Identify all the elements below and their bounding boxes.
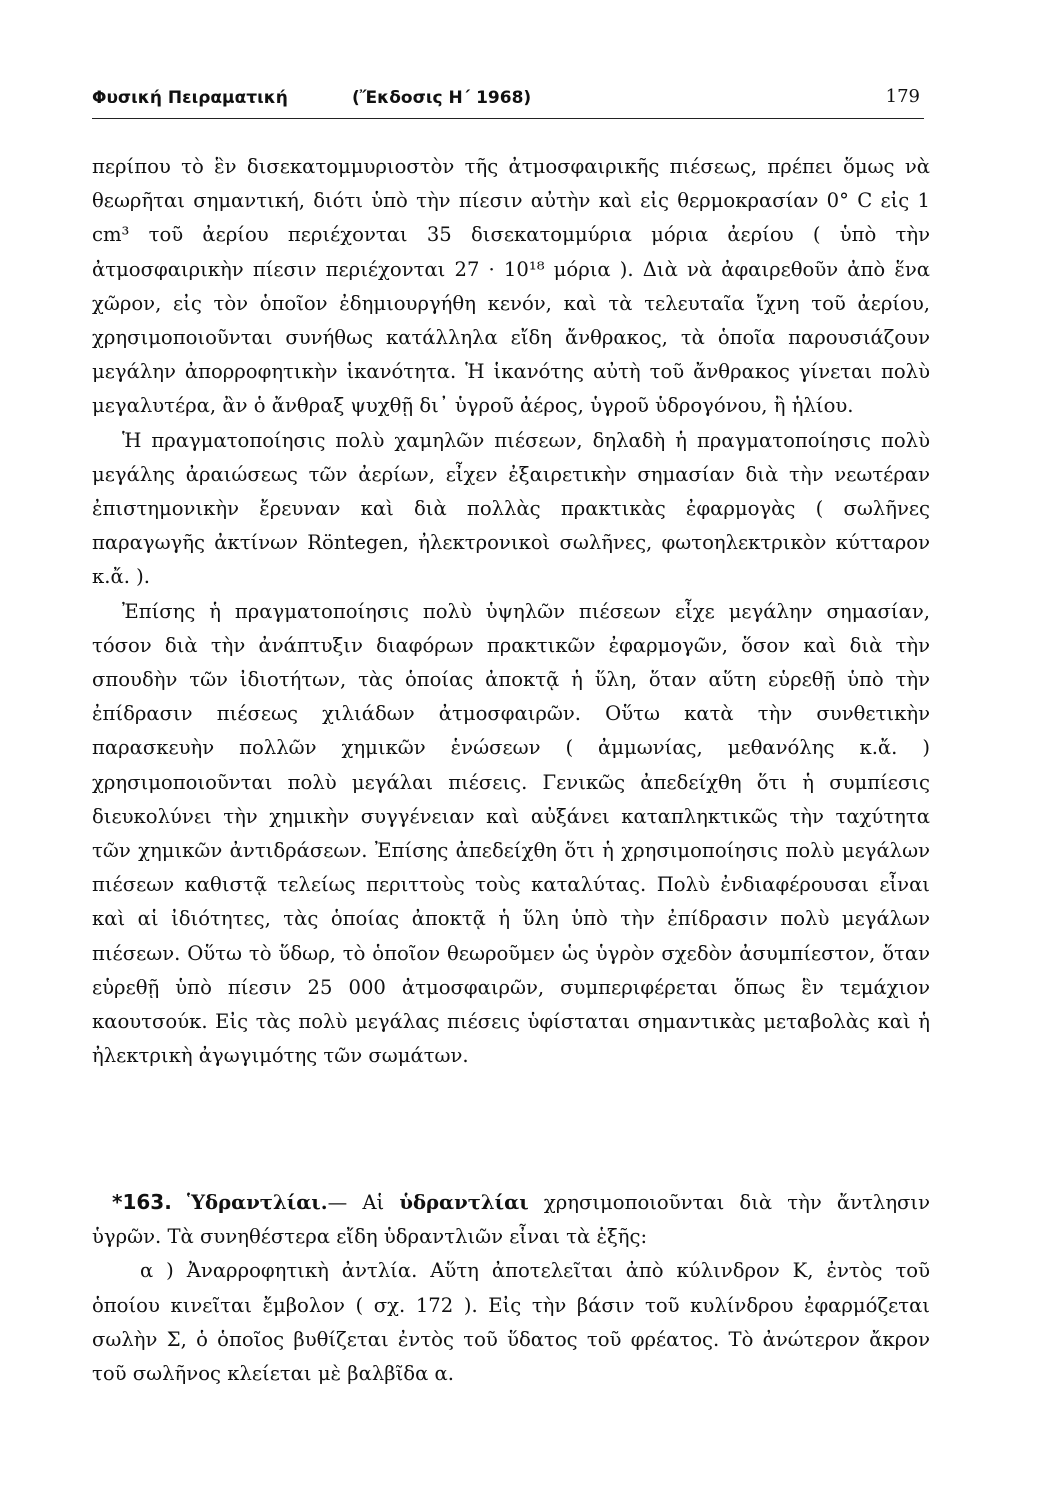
section-item-a: α ) Ἀναρροφητικὴ ἀντλία. Αὕτη ἀποτελεῖται ἀπὸ κύλινδρον Κ, ἐντὸς τοῦ ὁποίου κινεῖται ἔμβολον ( σχ. 172 ). Εἰς τὴν βάσιν τοῦ κυλίνδρου ἐφαρμόζεται σωλὴν Σ, ὁ ὁποῖος βυθίζεται ἐντὸς τοῦ ὕδατος τοῦ φρέατος. Τὸ ἀνώτερον ἄκρον τοῦ σωλῆνος κλείεται μὲ βαλβῖδα α. — [92, 1259, 930, 1386]
paragraph-3: Ἐπίσης ἡ πραγματοποίησις πολὺ ὑψηλῶν πιέσεων εἶχε μεγάλην σημασίαν, τόσον διὰ τὴν ἀνάπτυξιν διαφόρων πρακτικῶν ἐφαρμογῶν, ὅσον καὶ διὰ τὴν σπουδὴν τῶν ἰδιοτήτων, τὰς ὁποίας ἀποκτᾷ ἡ ὕλη, ὅταν αὕτη εὑρεθῇ ὑπὸ τὴν ἐπίδρασιν πιέσεως χιλιάδων ἀτμοσφαιρῶν. Οὕτω κατὰ τὴν συνθετικὴν παρασκευὴν πολλῶν χημικῶν ἑνώσεων ( ἀμμωνίας, μεθανόλης κ.ἄ. ) χρησιμοποιοῦνται πολὺ μεγάλαι πιέσεις. Γενικῶς ἀπεδείχθη ὅτι ἡ συμπίεσις διευκολύνει τὴν χημικὴν συγγένειαν καὶ αὐξάνει καταπληκτικῶς τὴν ταχύτητα τῶν χημικῶν ἀντιδράσεων. Ἐπίσης ἀπεδείχθη ὅτι ἡ χρησιμοποίησις πολὺ μεγάλων πιέσεων καθιστᾷ τελείως περιττοὺς τοὺς καταλύτας. Πολὺ ἐνδιαφέρουσαι εἶναι καὶ αἱ ἰδιότητες, τὰς ὁποίας ἀποκτᾷ ἡ ὕλη ὑπὸ τὴν ἐπίδρασιν πολὺ μεγάλων πιέσεων. Οὕτω τὸ ὕδωρ, τὸ ὁποῖον θεωροῦμεν ὡς ὑγρὸν σχεδὸν ἀσυμπίεστον, ὅταν εὑρεθῇ ὑπὸ πίεσιν 25 000 ἀτμοσφαιρῶν, συμπεριφέρεται ὅπως ἓν τεμάχιον καουτσούκ. Εἰς τὰς πολὺ μεγάλας πιέσεις ὑφίσταται σημαντικὰς μεταβολὰς καὶ ἡ ἠλεκτρικὴ ἀγωγιμότης τῶν σωμάτων. — [92, 599, 930, 1068]
section-intro-before: Αἱ — [362, 1191, 385, 1214]
section-163 — [92, 1185, 930, 1391]
section-number: *163. — [112, 1190, 172, 1214]
section-bold-term: ὑδραντλίαι — [399, 1191, 529, 1214]
section-intro-after: χρησιμοποιοῦνται διὰ τὴν ἄντλησιν ὑγρῶν. Τὰ συνηθέστερα εἴδη ὑδραντλιῶν εἶναι τὰ ἑξῆς: — [92, 1191, 931, 1249]
section-intro — [92, 1185, 930, 1254]
paragraph-1: περίπου τὸ ἓν δισεκατομμυριοστὸν τῆς ἀτμοσφαιρικῆς πιέσεως, πρέπει ὅμως νὰ θεωρῆται σημαντική, διότι ὑπὸ τὴν πίεσιν αὐτὴν καὶ εἰς θερμοκρασίαν 0° C εἰς 1 cm³ τοῦ ἀερίου περιέχονται 35 δισεκατομμύρια μόρια ἀερίου ( ὑπὸ τὴν ἀτμοσφαιρικὴν πίεσιν περιέχονται 27 · 10¹⁸ μόρια ). Διὰ νὰ ἀφαιρεθοῦν ἀπὸ ἕνα χῶρον, εἰς τὸν ὁποῖον ἐδημιουργήθη κενόν, καὶ τὰ τελευταῖα ἴχνη τοῦ ἀερίου, χρησιμοποιοῦνται συνήθως κατάλληλα εἴδη ἄνθρακος, τὰ ὁποῖα παρουσιάζουν μεγάλην ἀπορροφητικὴν ἱκανότητα. Ἡ ἱκανότης αὐτὴ τοῦ ἄνθρακος γίνεται πολὺ μεγαλυτέρα, ἂν ὁ ἄνθραξ ψυχθῇ δι᾿ ὑγροῦ ἀέρος, ὑγροῦ ὑδρογόνου, ἢ ἡλίου. — [92, 155, 930, 418]
book-title: Φυσική Πειραματική — [92, 88, 288, 108]
section-dash: — — [327, 1191, 348, 1214]
edition-info: (Ἔκδοσις Η΄ 1968) — [352, 88, 532, 108]
section-title: Ὑδραντλίαι. — [186, 1191, 328, 1214]
paragraph-2: Ἡ πραγματοποίησις πολὺ χαμηλῶν πιέσεων, δηλαδὴ ἡ πραγματοποίησις πολὺ μεγάλης ἀραιώσεως τῶν ἀερίων, εἶχεν ἐξαιρετικὴν σημασίαν διὰ τὴν νεωτέραν ἐπιστημονικὴν ἔρευναν καὶ διὰ πολλὰς πρακτικὰς ἐφαρμογὰς ( σωλῆνες παραγωγῆς ἀκτίνων Röntegen, ἠλεκτρονικοὶ σωλῆνες, φωτοηλεκτρικὸν κύτταρον κ.ἄ. ). — [92, 428, 930, 589]
body-text — [92, 150, 930, 1073]
page-number: 179 — [885, 86, 920, 107]
running-header — [92, 84, 922, 116]
header-rule — [92, 118, 924, 119]
